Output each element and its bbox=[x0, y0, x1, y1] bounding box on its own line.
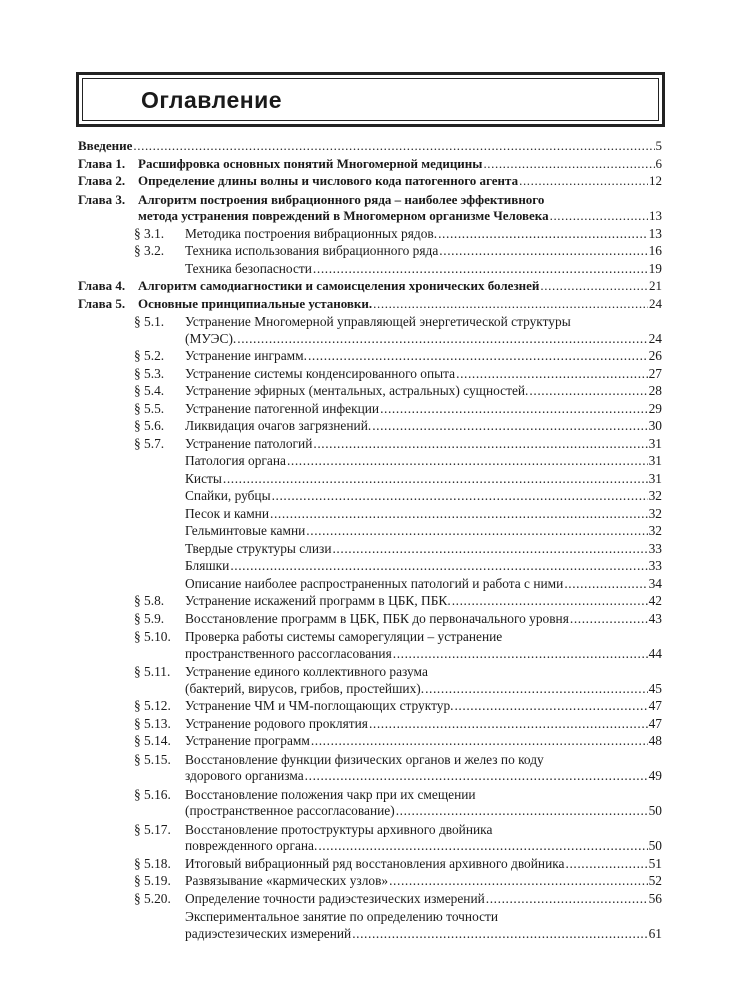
toc-entry-number: § 5.4. bbox=[134, 383, 165, 398]
toc-entry[interactable] bbox=[78, 173, 662, 190]
toc-entry-title: Описание наиболее распространенных патологий и работа с ними bbox=[185, 575, 564, 591]
dot-leader bbox=[318, 838, 647, 855]
toc-entry-title: (МУЭС). bbox=[185, 330, 237, 346]
toc-entry-number: § 5.16. bbox=[134, 786, 171, 802]
toc-entry-page: 27 bbox=[648, 365, 662, 381]
dot-leader bbox=[438, 226, 648, 243]
toc-entry-title-line: Восстановление функции физических органов и желез по коду bbox=[185, 751, 544, 767]
toc-entry-title: здорового организма bbox=[185, 768, 304, 783]
toc-entry-page: 32 bbox=[648, 488, 662, 503]
toc-entry-number: § 3.1. bbox=[134, 225, 165, 241]
dot-leader bbox=[439, 243, 647, 260]
toc-entry-page: 34 bbox=[648, 575, 662, 591]
toc-entry-page: 47 bbox=[648, 715, 662, 731]
dot-leader bbox=[270, 506, 648, 523]
toc-entry-title: Устранение инграмм. bbox=[185, 348, 307, 363]
toc-entry-title-line: Экспериментальное занятие по определению точности bbox=[185, 909, 499, 924]
toc-entry[interactable] bbox=[78, 629, 662, 662]
toc-entry[interactable] bbox=[78, 891, 662, 908]
toc-entry-title: Кисты bbox=[185, 470, 222, 486]
toc-entry-title: Спайки, рубцы bbox=[185, 488, 271, 503]
page-title: Оглавление bbox=[141, 87, 283, 113]
toc-entry-page: 29 bbox=[648, 400, 662, 416]
toc-entry[interactable] bbox=[78, 856, 662, 873]
toc-entry-title: Расшифровка основных понятий Многомерной медицины bbox=[138, 155, 483, 171]
toc-entry-number: § 5.12. bbox=[134, 698, 171, 713]
toc-entry-title-line: Алгоритм построения вибрационного ряда – наиболее эффективного bbox=[138, 191, 545, 207]
dot-leader bbox=[308, 348, 648, 365]
toc-entry-number: Глава 2. bbox=[78, 173, 126, 188]
dot-leader bbox=[313, 261, 648, 278]
toc-entry-title: Устранение ЧМ и ЧМ-поглощающих структур. bbox=[185, 698, 454, 713]
dot-leader bbox=[454, 698, 647, 715]
dot-leader bbox=[452, 593, 648, 610]
toc-entry[interactable] bbox=[78, 664, 662, 697]
toc-entry-title: Бляшки bbox=[185, 558, 230, 573]
toc-entry-number: Глава 4. bbox=[78, 278, 126, 293]
toc-entry[interactable] bbox=[78, 418, 662, 435]
toc-entry[interactable] bbox=[78, 138, 662, 155]
toc-entry-title: Введение bbox=[78, 138, 133, 153]
dot-leader bbox=[486, 891, 648, 908]
toc-entry-page: 44 bbox=[648, 645, 662, 661]
table-of-contents bbox=[78, 138, 662, 942]
toc-entry-title: Твердые структуры слизи bbox=[185, 540, 332, 556]
dot-leader bbox=[540, 278, 648, 295]
toc-entry-number: § 5.19. bbox=[134, 873, 171, 888]
toc-entry[interactable] bbox=[78, 314, 662, 347]
toc-entry-title: Устранение родового проклятия bbox=[185, 715, 368, 731]
toc-entry[interactable] bbox=[78, 716, 662, 733]
toc-entry-page: 12 bbox=[649, 173, 662, 188]
toc-entry-page: 6 bbox=[655, 155, 662, 171]
dot-leader bbox=[287, 453, 648, 470]
toc-entry-page: 45 bbox=[648, 680, 662, 696]
toc-entry-page: 26 bbox=[648, 348, 662, 363]
toc-entry-page: 50 bbox=[648, 803, 662, 818]
toc-entry-page: 33 bbox=[648, 540, 662, 556]
dot-leader bbox=[237, 331, 647, 348]
toc-entry-number: § 5.7. bbox=[134, 435, 165, 451]
toc-entry-number: Глава 5. bbox=[78, 295, 126, 311]
toc-entry-title: Методика построения вибрационных рядов. bbox=[185, 225, 438, 241]
toc-entry-title: пространственного рассогласования bbox=[185, 645, 392, 661]
toc-entry-title: Песок и камни bbox=[185, 505, 270, 521]
toc-entry-page: 56 bbox=[648, 890, 662, 906]
dot-leader bbox=[230, 558, 647, 575]
toc-entry[interactable] bbox=[78, 226, 662, 243]
toc-entry-number: § 5.18. bbox=[134, 855, 171, 871]
toc-entry[interactable] bbox=[78, 506, 662, 523]
toc-entry[interactable] bbox=[78, 488, 662, 505]
toc-entry[interactable] bbox=[78, 558, 662, 575]
toc-entry[interactable] bbox=[78, 822, 662, 855]
toc-entry[interactable] bbox=[78, 192, 662, 225]
dot-leader bbox=[519, 173, 648, 190]
dot-leader bbox=[389, 873, 648, 890]
toc-entry-title-line: Восстановление положения чакр при их смещении bbox=[185, 786, 476, 802]
toc-entry-page: 49 bbox=[648, 768, 662, 783]
toc-entry-page: 31 bbox=[648, 453, 662, 468]
toc-entry-page: 52 bbox=[648, 873, 662, 888]
toc-entry-title: Восстановление программ в ЦБК, ПБК до первоначального уровня bbox=[185, 610, 569, 626]
toc-entry-title: Определение длины волны и числового кода патогенного агента bbox=[138, 173, 519, 188]
toc-entry[interactable] bbox=[78, 383, 662, 400]
toc-entry[interactable] bbox=[78, 278, 662, 295]
dot-leader bbox=[564, 576, 647, 593]
toc-entry[interactable] bbox=[78, 909, 662, 942]
dot-leader bbox=[570, 611, 648, 628]
toc-entry-title: Техника безопасности bbox=[185, 260, 312, 276]
toc-entry-number: § 5.13. bbox=[134, 715, 171, 731]
toc-entry-page: 19 bbox=[648, 260, 662, 276]
toc-entry-page: 13 bbox=[649, 208, 662, 223]
toc-entry-page: 33 bbox=[648, 558, 662, 573]
toc-entry[interactable] bbox=[78, 261, 662, 278]
toc-entry-number: § 5.14. bbox=[134, 733, 171, 748]
dot-leader bbox=[456, 366, 647, 383]
toc-entry[interactable] bbox=[78, 348, 662, 365]
toc-entry-page: 31 bbox=[648, 470, 662, 486]
toc-entry-title: Устранение программ bbox=[185, 733, 310, 748]
toc-entry[interactable] bbox=[78, 523, 662, 540]
toc-entry-title: Основные принципиальные установки. bbox=[138, 295, 373, 311]
dot-leader bbox=[483, 156, 654, 173]
toc-entry[interactable] bbox=[78, 733, 662, 750]
toc-entry-page: 13 bbox=[648, 225, 662, 241]
dot-leader bbox=[372, 418, 647, 435]
toc-entry-page: 48 bbox=[648, 733, 662, 748]
toc-entry-page: 43 bbox=[648, 610, 662, 626]
dot-leader bbox=[305, 768, 648, 785]
dot-leader bbox=[272, 488, 648, 505]
toc-entry-title: Развязывание «кармических узлов» bbox=[185, 873, 389, 888]
toc-entry-title: (бактерий, вирусов, грибов, простейших). bbox=[185, 680, 425, 696]
toc-entry-number: § 5.5. bbox=[134, 400, 165, 416]
toc-entry-title: Устранение системы конденсированного опыта bbox=[185, 365, 456, 381]
dot-leader bbox=[566, 856, 648, 873]
toc-entry[interactable] bbox=[78, 752, 662, 785]
toc-entry-page: 51 bbox=[648, 855, 662, 871]
toc-entry-number: Глава 1. bbox=[78, 155, 126, 171]
dot-leader bbox=[313, 436, 647, 453]
dot-leader bbox=[352, 926, 647, 943]
toc-entry[interactable] bbox=[78, 401, 662, 418]
toc-entry-title: Гельминтовые камни bbox=[185, 523, 306, 538]
toc-entry-number: § 5.8. bbox=[134, 593, 165, 608]
toc-entry-title: поврежденного органа. bbox=[185, 838, 318, 853]
toc-entry-title: Патология органа bbox=[185, 453, 286, 468]
toc-entry-title: Ликвидация очагов загрязнений. bbox=[185, 418, 372, 433]
toc-entry-number: § 5.9. bbox=[134, 610, 165, 626]
dot-leader bbox=[311, 733, 648, 750]
dot-leader bbox=[529, 383, 647, 400]
toc-entry-page: 50 bbox=[648, 838, 662, 853]
toc-entry-title: метода устранения повреждений в Многомерном организме Человека bbox=[138, 208, 549, 223]
toc-entry-number: § 5.20. bbox=[134, 890, 171, 906]
toc-entry-page: 42 bbox=[648, 593, 662, 608]
dot-leader bbox=[550, 208, 648, 225]
toc-entry-number: § 5.10. bbox=[134, 629, 171, 644]
toc-entry-title: Определение точности радиэстезических измерений bbox=[185, 890, 485, 906]
toc-entry[interactable] bbox=[78, 593, 662, 610]
toc-entry-number: § 5.6. bbox=[134, 418, 165, 433]
toc-entry-page: 32 bbox=[648, 523, 662, 538]
toc-entry-title: радиэстезических измерений bbox=[185, 925, 352, 941]
toc-entry[interactable] bbox=[78, 436, 662, 453]
toc-entry-page: 31 bbox=[648, 435, 662, 451]
toc-entry-number: Глава 3. bbox=[78, 191, 126, 207]
toc-entry[interactable] bbox=[78, 296, 662, 313]
toc-entry[interactable] bbox=[78, 576, 662, 593]
toc-entry-number: § 3.2. bbox=[134, 243, 165, 258]
toc-entry-title-line: Устранение Многомерной управляющей энергетической структуры bbox=[185, 314, 571, 329]
dot-leader bbox=[425, 681, 648, 698]
toc-entry-title-line: Восстановление протоструктуры архивного двойника bbox=[185, 821, 493, 837]
dot-leader bbox=[133, 138, 654, 155]
dot-leader bbox=[393, 646, 648, 663]
toc-entry-number: § 5.15. bbox=[134, 751, 171, 767]
dot-leader bbox=[223, 471, 648, 488]
toc-entry-title: Устранение патологий bbox=[185, 435, 313, 451]
toc-entry-number: § 5.3. bbox=[134, 365, 165, 381]
toc-entry-number: § 5.17. bbox=[134, 821, 171, 837]
toc-entry-page: 24 bbox=[648, 330, 662, 346]
toc-entry[interactable] bbox=[78, 873, 662, 890]
toc-entry[interactable] bbox=[78, 698, 662, 715]
toc-entry-page: 47 bbox=[648, 698, 662, 713]
dot-leader bbox=[306, 523, 647, 540]
toc-entry-title-line: Устранение единого коллективного разума bbox=[185, 664, 428, 679]
toc-entry[interactable] bbox=[78, 787, 662, 820]
toc-entry-title: Техника использования вибрационного ряда bbox=[185, 243, 439, 258]
dot-leader bbox=[373, 296, 648, 313]
toc-entry-title: Алгоритм самодиагностики и самоисцеления хронических болезней bbox=[138, 278, 540, 293]
toc-entry[interactable] bbox=[78, 366, 662, 383]
toc-entry-page: 24 bbox=[649, 295, 662, 311]
toc-entry-page: 61 bbox=[648, 925, 662, 941]
toc-entry[interactable] bbox=[78, 611, 662, 628]
toc-entry-page: 21 bbox=[649, 278, 662, 293]
toc-entry-number: § 5.11. bbox=[134, 664, 171, 679]
toc-entry-title-line: Проверка работы системы саморегуляции – устранение bbox=[185, 629, 503, 644]
toc-entry-number: § 5.1. bbox=[134, 314, 165, 329]
toc-entry[interactable] bbox=[78, 471, 662, 488]
toc-entry-page: 16 bbox=[648, 243, 662, 258]
toc-entry-page: 30 bbox=[648, 418, 662, 433]
toc-entry[interactable] bbox=[78, 243, 662, 260]
toc-entry-page: 5 bbox=[655, 138, 662, 153]
toc-entry-title: Устранение эфирных (ментальных, астральных) сущностей. bbox=[185, 383, 529, 398]
title-frame bbox=[76, 72, 665, 127]
dot-leader bbox=[380, 401, 648, 418]
toc-entry[interactable] bbox=[78, 541, 662, 558]
toc-entry[interactable] bbox=[78, 156, 662, 173]
toc-entry-page: 28 bbox=[648, 383, 662, 398]
dot-leader bbox=[332, 541, 647, 558]
dot-leader bbox=[396, 803, 648, 820]
toc-entry-title: Устранение искажений программ в ЦБК, ПБК. bbox=[185, 593, 451, 608]
dot-leader bbox=[369, 716, 648, 733]
toc-entry-title: Итоговый вибрационный ряд восстановления архивного двойника bbox=[185, 855, 565, 871]
toc-entry-title: Устранение патогенной инфекции bbox=[185, 400, 380, 416]
toc-entry-number: § 5.2. bbox=[134, 348, 165, 363]
toc-entry-page: 32 bbox=[648, 505, 662, 521]
toc-entry[interactable] bbox=[78, 453, 662, 470]
toc-entry-title: (пространственное рассогласование) bbox=[185, 803, 395, 818]
